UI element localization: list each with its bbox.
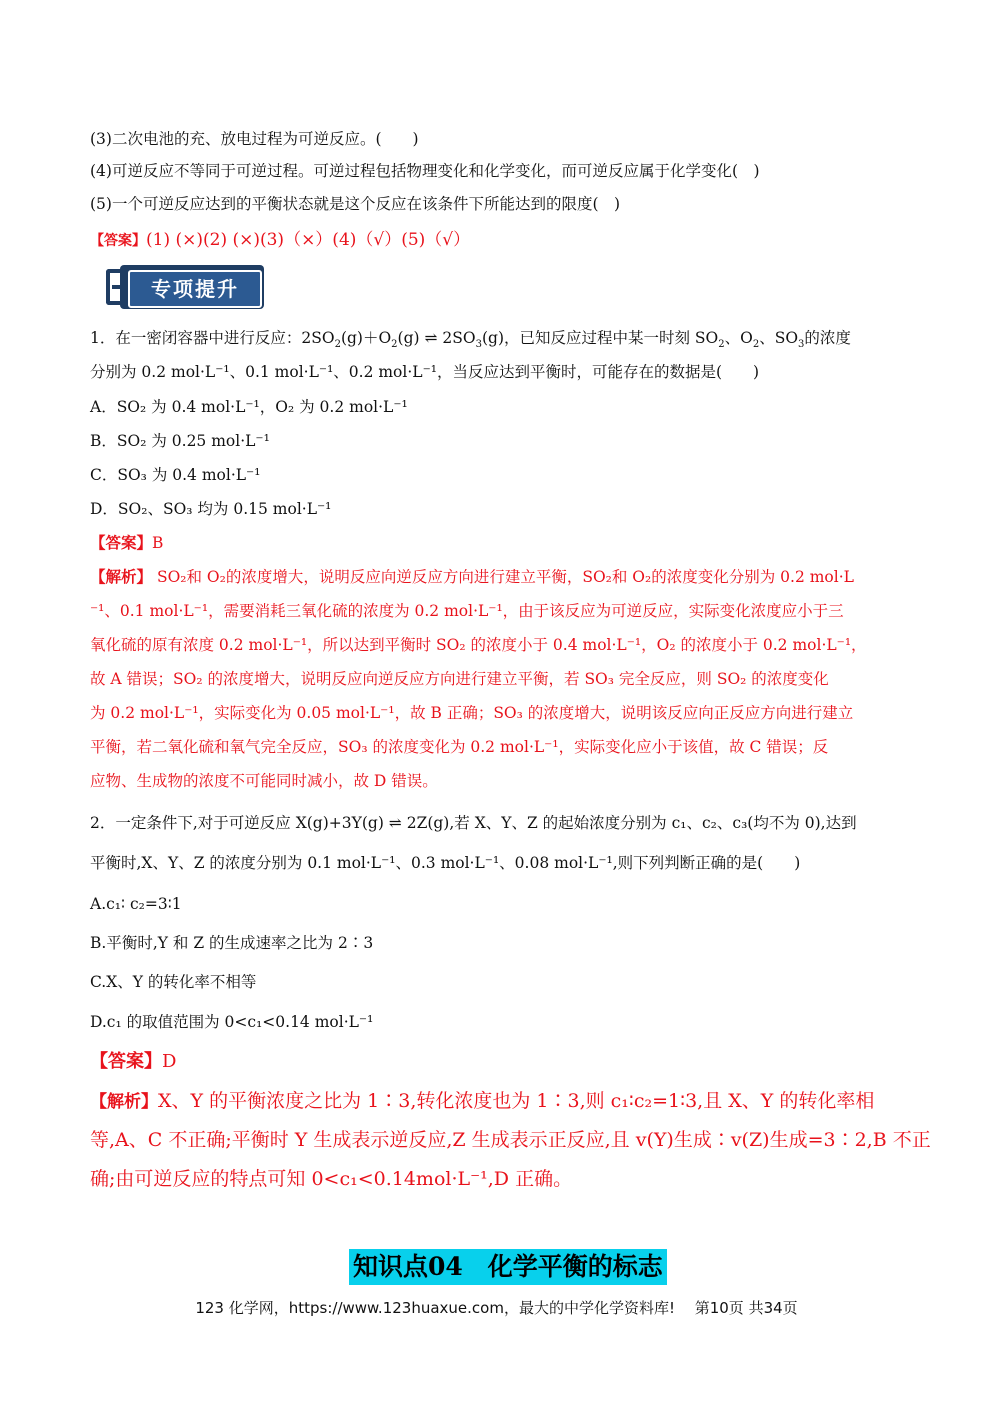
q1-analysis-6: 平衡，若二氧化硫和氧气完全反应，SO₃ 的浓度变化为 0.2 mol·L⁻¹，实际变化应小于该值，故 C 错误；反 bbox=[90, 738, 829, 756]
q2-analysis-1: 【解析】X、Y 的平衡浓度之比为 1∶3,转化浓度也为 1∶3,则 c₁∶c₂=1∶3,且 X、Y 的转化率相 bbox=[90, 1090, 875, 1112]
answer-top bbox=[90, 229, 470, 252]
q2-answer-label: 【答案】 bbox=[90, 1051, 162, 1072]
q1-option-d: D．SO₂、SO₃ 均为 0.15 mol·L⁻¹ bbox=[90, 500, 332, 518]
q1-option-b: B．SO₂ 为 0.25 mol·L⁻¹ bbox=[90, 432, 270, 450]
banner-label: 专项提升 bbox=[128, 270, 262, 308]
statement-5: (5)一个可逆反应达到的平衡状态就是这个反应在该条件下所能达到的限度( ) bbox=[90, 195, 621, 213]
q1-analysis-1: 【解析】 SO₂和 O₂的浓度增大，说明反应向逆反应方向进行建立平衡，SO₂和 O₂的浓度变化分别为 0.2 mol·L bbox=[90, 567, 854, 586]
q1-analysis-7: 应物、生成物的浓度不可能同时减小，故 D 错误。 bbox=[90, 772, 438, 790]
q1-answer bbox=[90, 532, 163, 554]
q1-stem: 1．在一密闭容器中进行反应：$2SO_2(g)+O_2(g)$ ⇌ $2SO_3(g)$，已知反应过程中某一时刻 $SO_2$、$O_2$、$SO_3$的浓度 bbox=[90, 329, 851, 351]
q1-analysis-label: 【解析】 bbox=[90, 567, 153, 586]
q1-stem-line2: 分别为 0.2 mol·L⁻¹、0.1 mol·L⁻¹、0.2 mol·L⁻¹，当反应达到平衡时，可能存在的数据是( ) bbox=[90, 363, 760, 381]
q1-option-c: C．SO₃ 为 0.4 mol·L⁻¹ bbox=[90, 466, 261, 484]
statement-3: (3)二次电池的充、放电过程为可逆反应。( ) bbox=[90, 130, 419, 148]
q1-analysis-5: 为 0.2 mol·L⁻¹，实际变化为 0.05 mol·L⁻¹，故 B 正确；SO₃ 的浓度增大，说明该反应向正反应方向进行建立 bbox=[90, 704, 854, 722]
q2-answer-value: D bbox=[162, 1051, 177, 1072]
q1-answer-label: 【答案】 bbox=[90, 533, 153, 552]
section-banner bbox=[106, 265, 266, 311]
q2-stem: 2．一定条件下,对于可逆反应 X(g)+3Y(g) ⇌ 2Z(g),若 X、Y、Z 的起始浓度分别为 c₁、c₂、c₃(均不为 0),达到 bbox=[90, 814, 857, 832]
answer-value: (1) (×)(2) (×)(3)（×）(4)（√）(5)（√） bbox=[146, 230, 471, 250]
statement-4: (4)可逆反应不等同于可逆过程。可逆过程包括物理变化和化学变化，而可逆反应属于化学变化( ) bbox=[90, 162, 760, 180]
q2-option-c: C.X、Y 的转化率不相等 bbox=[90, 973, 257, 991]
q2-analysis-3: 确;由可逆反应的特点可知 0<c₁<0.14mol·L⁻¹,D 正确。 bbox=[90, 1168, 573, 1190]
q2-analysis-2: 等,A、C 不正确;平衡时 Y 生成表示逆反应,Z 生成表示正反应,且 v(Y)生成∶v(Z)生成=3∶2,B 不正 bbox=[90, 1129, 931, 1151]
q2-answer bbox=[90, 1049, 176, 1075]
q1-analysis-4: 故 A 错误；SO₂ 的浓度增大，说明反应向逆反应方向进行建立平衡，若 SO₃ 完全反应，则 SO₂ 的浓度变化 bbox=[90, 670, 829, 688]
page-footer: 123 化学网，https://www.123huaxue.com，最大的中学化学资料库! 第10页 共34页 bbox=[195, 1299, 798, 1317]
answer-label: 【答案】 bbox=[90, 233, 146, 249]
q2-option-a: A.c₁∶ c₂=3∶1 bbox=[90, 895, 182, 913]
q2-stem-line2: 平衡时,X、Y、Z 的浓度分别为 0.1 mol·L⁻¹、0.3 mol·L⁻¹、0.08 mol·L⁻¹,则下列判断正确的是( ) bbox=[90, 854, 801, 872]
q1-analysis-2: ⁻¹、0.1 mol·L⁻¹，需要消耗三氧化硫的浓度为 0.2 mol·L⁻¹，由于该反应为可逆反应，实际变化浓度应小于三 bbox=[90, 602, 844, 620]
q1-answer-value: B bbox=[152, 534, 164, 552]
q2-analysis-label: 【解析】 bbox=[90, 1092, 158, 1112]
q1-option-a: A．SO₂ 为 0.4 mol·L⁻¹，O₂ 为 0.2 mol·L⁻¹ bbox=[90, 398, 408, 416]
q2-option-b: B.平衡时,Y 和 Z 的生成速率之比为 2∶3 bbox=[90, 934, 374, 952]
q2-option-d: D.c₁ 的取值范围为 0<c₁<0.14 mol·L⁻¹ bbox=[90, 1013, 374, 1031]
q1-analysis-3: 氧化硫的原有浓度 0.2 mol·L⁻¹，所以达到平衡时 SO₂ 的浓度小于 0.4 mol·L⁻¹，O₂ 的浓度小于 0.2 mol·L⁻¹， bbox=[90, 636, 867, 654]
section-title: 知识点04 化学平衡的标志 bbox=[349, 1249, 667, 1285]
